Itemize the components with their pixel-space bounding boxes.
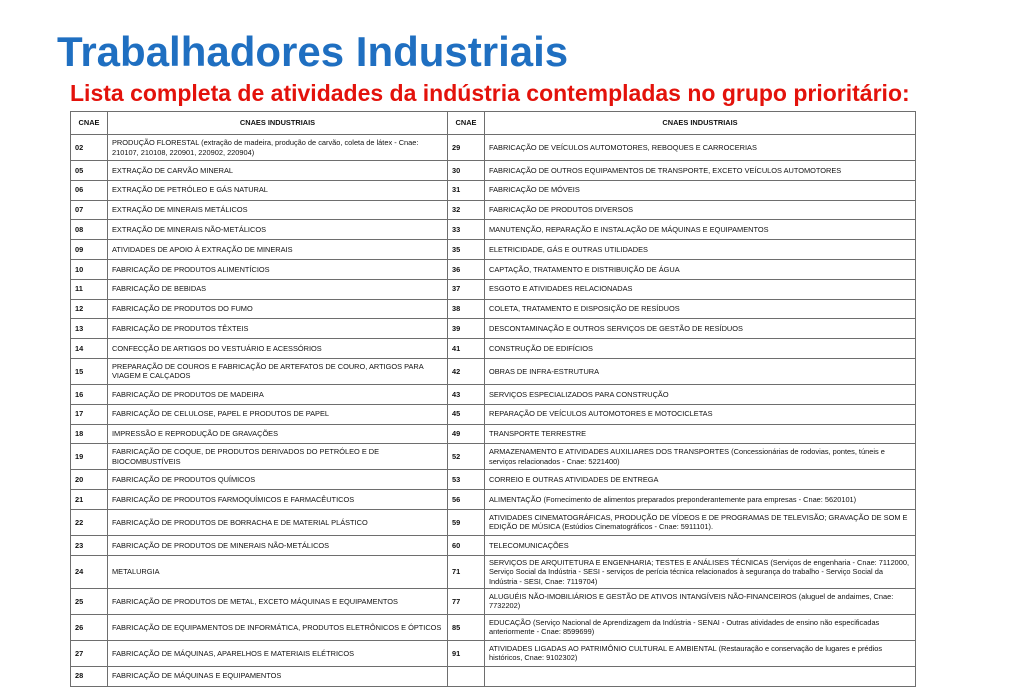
page-title: Trabalhadores Industriais bbox=[57, 28, 569, 75]
cnae-code-cell: 25 bbox=[71, 588, 108, 614]
cnae-code-cell: 11 bbox=[71, 279, 108, 299]
cnae-description-cell: COLETA, TRATAMENTO E DISPOSIÇÃO DE RESÍDUOS bbox=[485, 299, 916, 319]
table-row bbox=[71, 490, 916, 510]
cnae-code-cell: 10 bbox=[71, 259, 108, 279]
cnae-description-cell: ALUGUÉIS NÃO-IMOBILIÁRIOS E GESTÃO DE ATIVOS INTANGÍVEIS NÃO-FINANCEIROS (aluguel de andaimes, Cnae: 7732202) bbox=[485, 588, 916, 614]
cnae-description-cell: EDUCAÇÃO (Serviço Nacional de Aprendizagem da Indústria - SENAI - Outras atividades de ensino não especificadas anteriormente - Cnae: 8599699) bbox=[485, 614, 916, 640]
cnae-code-cell: 37 bbox=[448, 279, 485, 299]
cnae-code-cell: 20 bbox=[71, 470, 108, 490]
cnae-description-cell: FABRICAÇÃO DE EQUIPAMENTOS DE INFORMÁTICA, PRODUTOS ELETRÔNICOS E ÓPTICOS bbox=[108, 614, 448, 640]
cnae-description-cell: TRANSPORTE TERRESTRE bbox=[485, 424, 916, 444]
cnae-code-cell: 36 bbox=[448, 259, 485, 279]
cnae-code-cell: 17 bbox=[71, 404, 108, 424]
cnae-code-cell: 33 bbox=[448, 220, 485, 240]
cnae-code-cell: 14 bbox=[71, 339, 108, 359]
cnae-description-cell: ATIVIDADES LIGADAS AO PATRIMÔNIO CULTURAL E AMBIENTAL (Restauração e conservação de lugares e prédios históricos, Cnae: 9102302) bbox=[485, 640, 916, 666]
table-row bbox=[71, 470, 916, 490]
cnae-code-cell: 05 bbox=[71, 161, 108, 181]
cnae-code-cell: 28 bbox=[71, 666, 108, 686]
cnae-code-cell: 18 bbox=[71, 424, 108, 444]
cnae-description-cell: FABRICAÇÃO DE PRODUTOS ALIMENTÍCIOS bbox=[108, 259, 448, 279]
cnae-description-cell: FABRICAÇÃO DE PRODUTOS DE METAL, EXCETO MÁQUINAS E EQUIPAMENTOS bbox=[108, 588, 448, 614]
table-row bbox=[71, 240, 916, 260]
cnae-description-cell: FABRICAÇÃO DE PRODUTOS DO FUMO bbox=[108, 299, 448, 319]
cnae-description-cell: ALIMENTAÇÃO (Fornecimento de alimentos preparados preponderantemente para empresas - Cnae: 5620101) bbox=[485, 490, 916, 510]
cnae-code-cell: 15 bbox=[71, 358, 108, 384]
cnae-code-cell: 08 bbox=[71, 220, 108, 240]
table-row bbox=[71, 259, 916, 279]
table-row bbox=[71, 444, 916, 470]
cnae-code-cell: 16 bbox=[71, 384, 108, 404]
cnae-code-cell: 77 bbox=[448, 588, 485, 614]
cnae-description-cell: CAPTAÇÃO, TRATAMENTO E DISTRIBUIÇÃO DE ÁGUA bbox=[485, 259, 916, 279]
cnae-description-cell: FABRICAÇÃO DE MÁQUINAS, APARELHOS E MATERIAIS ELÉTRICOS bbox=[108, 640, 448, 666]
cnae-description-cell: EXTRAÇÃO DE MINERAIS NÃO-METÁLICOS bbox=[108, 220, 448, 240]
cnae-description-cell: CORREIO E OUTRAS ATIVIDADES DE ENTREGA bbox=[485, 470, 916, 490]
table-row bbox=[71, 588, 916, 614]
cnae-code-cell: 26 bbox=[71, 614, 108, 640]
table-row bbox=[71, 180, 916, 200]
cnae-code-cell: 60 bbox=[448, 535, 485, 555]
cnae-code-cell: 09 bbox=[71, 240, 108, 260]
header-cnaes-industriais-right: CNAES INDUSTRIAIS bbox=[485, 112, 916, 135]
cnae-code-cell: 85 bbox=[448, 614, 485, 640]
cnae-description-cell: FABRICAÇÃO DE PRODUTOS TÊXTEIS bbox=[108, 319, 448, 339]
cnae-description-cell: FABRICAÇÃO DE PRODUTOS DE BORRACHA E DE MATERIAL PLÁSTICO bbox=[108, 509, 448, 535]
cnae-code-cell: 24 bbox=[71, 555, 108, 588]
cnae-description-cell: FABRICAÇÃO DE MÁQUINAS E EQUIPAMENTOS bbox=[108, 666, 448, 686]
table-row bbox=[71, 339, 916, 359]
cnae-description-cell: ESGOTO E ATIVIDADES RELACIONADAS bbox=[485, 279, 916, 299]
table-row bbox=[71, 319, 916, 339]
cnae-code-cell: 31 bbox=[448, 180, 485, 200]
cnae-description-cell: ARMAZENAMENTO E ATIVIDADES AUXILIARES DOS TRANSPORTES (Concessionárias de rodovias, pontes, túneis e serviços relacionados - Cnae: 5221400) bbox=[485, 444, 916, 470]
cnae-code-cell: 52 bbox=[448, 444, 485, 470]
table-row bbox=[71, 640, 916, 666]
cnae-code-cell: 41 bbox=[448, 339, 485, 359]
cnae-description-cell: IMPRESSÃO E REPRODUÇÃO DE GRAVAÇÕES bbox=[108, 424, 448, 444]
cnae-description-cell bbox=[485, 666, 916, 686]
cnae-code-cell: 56 bbox=[448, 490, 485, 510]
cnae-description-cell: FABRICAÇÃO DE VEÍCULOS AUTOMOTORES, REBOQUES E CARROCERIAS bbox=[485, 135, 916, 161]
table-row bbox=[71, 424, 916, 444]
cnae-code-cell: 07 bbox=[71, 200, 108, 220]
cnae-code-cell: 42 bbox=[448, 358, 485, 384]
cnae-code-cell: 39 bbox=[448, 319, 485, 339]
cnae-description-cell: FABRICAÇÃO DE CELULOSE, PAPEL E PRODUTOS DE PAPEL bbox=[108, 404, 448, 424]
cnae-description-cell: FABRICAÇÃO DE PRODUTOS FARMOQUÍMICOS E FARMACÊUTICOS bbox=[108, 490, 448, 510]
cnae-code-cell: 06 bbox=[71, 180, 108, 200]
table-row bbox=[71, 161, 916, 181]
cnae-description-cell: FABRICAÇÃO DE PRODUTOS DE MADEIRA bbox=[108, 384, 448, 404]
cnae-description-cell: PRODUÇÃO FLORESTAL (extração de madeira, produção de carvão, coleta de látex - Cnae: 210107, 210108, 220901, 220902, 220904) bbox=[108, 135, 448, 161]
table-row bbox=[71, 220, 916, 240]
cnae-description-cell: EXTRAÇÃO DE PETRÓLEO E GÁS NATURAL bbox=[108, 180, 448, 200]
cnae-description-cell: FABRICAÇÃO DE PRODUTOS DIVERSOS bbox=[485, 200, 916, 220]
table-row bbox=[71, 509, 916, 535]
cnae-code-cell: 29 bbox=[448, 135, 485, 161]
table-row bbox=[71, 535, 916, 555]
table-row bbox=[71, 135, 916, 161]
cnae-description-cell: FABRICAÇÃO DE COQUE, DE PRODUTOS DERIVADOS DO PETRÓLEO E DE BIOCOMBUSTÍVEIS bbox=[108, 444, 448, 470]
cnae-description-cell: EXTRAÇÃO DE MINERAIS METÁLICOS bbox=[108, 200, 448, 220]
cnae-description-cell: EXTRAÇÃO DE CARVÃO MINERAL bbox=[108, 161, 448, 181]
table-row bbox=[71, 614, 916, 640]
table-row bbox=[71, 279, 916, 299]
cnae-code-cell: 45 bbox=[448, 404, 485, 424]
table-row bbox=[71, 666, 916, 686]
cnae-code-cell: 22 bbox=[71, 509, 108, 535]
cnae-description-cell: CONFECÇÃO DE ARTIGOS DO VESTUÁRIO E ACESSÓRIOS bbox=[108, 339, 448, 359]
cnae-description-cell: ATIVIDADES DE APOIO À EXTRAÇÃO DE MINERAIS bbox=[108, 240, 448, 260]
cnae-description-cell: FABRICAÇÃO DE BEBIDAS bbox=[108, 279, 448, 299]
cnae-description-cell: MANUTENÇÃO, REPARAÇÃO E INSTALAÇÃO DE MÁQUINAS E EQUIPAMENTOS bbox=[485, 220, 916, 240]
cnae-code-cell: 35 bbox=[448, 240, 485, 260]
cnae-description-cell: PREPARAÇÃO DE COUROS E FABRICAÇÃO DE ARTEFATOS DE COURO, ARTIGOS PARA VIAGEM E CALÇADOS bbox=[108, 358, 448, 384]
cnae-description-cell: FABRICAÇÃO DE PRODUTOS QUÍMICOS bbox=[108, 470, 448, 490]
table-row bbox=[71, 404, 916, 424]
cnae-description-cell: FABRICAÇÃO DE PRODUTOS DE MINERAIS NÃO-METÁLICOS bbox=[108, 535, 448, 555]
cnae-code-cell: 02 bbox=[71, 135, 108, 161]
cnae-code-cell: 12 bbox=[71, 299, 108, 319]
cnae-code-cell: 71 bbox=[448, 555, 485, 588]
cnae-code-cell bbox=[448, 666, 485, 686]
header-cnae-right: CNAE bbox=[448, 112, 485, 135]
table-row bbox=[71, 358, 916, 384]
cnae-table bbox=[70, 111, 916, 687]
cnae-description-cell: OBRAS DE INFRA-ESTRUTURA bbox=[485, 358, 916, 384]
cnae-description-cell: CONSTRUÇÃO DE EDIFÍCIOS bbox=[485, 339, 916, 359]
cnae-code-cell: 19 bbox=[71, 444, 108, 470]
cnae-description-cell: FABRICAÇÃO DE MÓVEIS bbox=[485, 180, 916, 200]
table-header-row bbox=[71, 112, 916, 135]
cnae-description-cell: SERVIÇOS ESPECIALIZADOS PARA CONSTRUÇÃO bbox=[485, 384, 916, 404]
cnae-code-cell: 38 bbox=[448, 299, 485, 319]
cnae-code-cell: 23 bbox=[71, 535, 108, 555]
cnae-code-cell: 21 bbox=[71, 490, 108, 510]
cnae-description-cell: DESCONTAMINAÇÃO E OUTROS SERVIÇOS DE GESTÃO DE RESÍDUOS bbox=[485, 319, 916, 339]
cnae-code-cell: 30 bbox=[448, 161, 485, 181]
cnae-code-cell: 49 bbox=[448, 424, 485, 444]
cnae-description-cell: REPARAÇÃO DE VEÍCULOS AUTOMOTORES E MOTOCICLETAS bbox=[485, 404, 916, 424]
cnae-description-cell: METALURGIA bbox=[108, 555, 448, 588]
cnae-code-cell: 32 bbox=[448, 200, 485, 220]
table-row bbox=[71, 200, 916, 220]
cnae-description-cell: ELETRICIDADE, GÁS E OUTRAS UTILIDADES bbox=[485, 240, 916, 260]
cnae-code-cell: 59 bbox=[448, 509, 485, 535]
cnae-description-cell: FABRICAÇÃO DE OUTROS EQUIPAMENTOS DE TRANSPORTE, EXCETO VEÍCULOS AUTOMOTORES bbox=[485, 161, 916, 181]
table-row bbox=[71, 299, 916, 319]
header-cnaes-industriais-left: CNAES INDUSTRIAIS bbox=[108, 112, 448, 135]
cnae-code-cell: 53 bbox=[448, 470, 485, 490]
cnae-code-cell: 27 bbox=[71, 640, 108, 666]
cnae-description-cell: SERVIÇOS DE ARQUITETURA E ENGENHARIA; TESTES E ANÁLISES TÉCNICAS (Serviços de engenharia - Cnae: 7112000, Serviço Social da Indústria - SESI - serviços de perícia técnica relacionados à segurança do trabalho - Serviço Social da Indústria - SESI, Cnae: 7119704) bbox=[485, 555, 916, 588]
header-cnae-left: CNAE bbox=[71, 112, 108, 135]
cnae-code-cell: 91 bbox=[448, 640, 485, 666]
cnae-description-cell: TELECOMUNICAÇÕES bbox=[485, 535, 916, 555]
table-row bbox=[71, 384, 916, 404]
table-row bbox=[71, 555, 916, 588]
cnae-code-cell: 43 bbox=[448, 384, 485, 404]
cnae-description-cell: ATIVIDADES CINEMATOGRÁFICAS, PRODUÇÃO DE VÍDEOS E DE PROGRAMAS DE TELEVISÃO; GRAVAÇÃO DE SOM E EDIÇÃO DE MÚSICA (Estúdios Cinematográficos - Cnae: 5911101). bbox=[485, 509, 916, 535]
cnae-code-cell: 13 bbox=[71, 319, 108, 339]
page-subtitle: Lista completa de atividades da indústria contempladas no grupo prioritário: bbox=[70, 80, 910, 106]
